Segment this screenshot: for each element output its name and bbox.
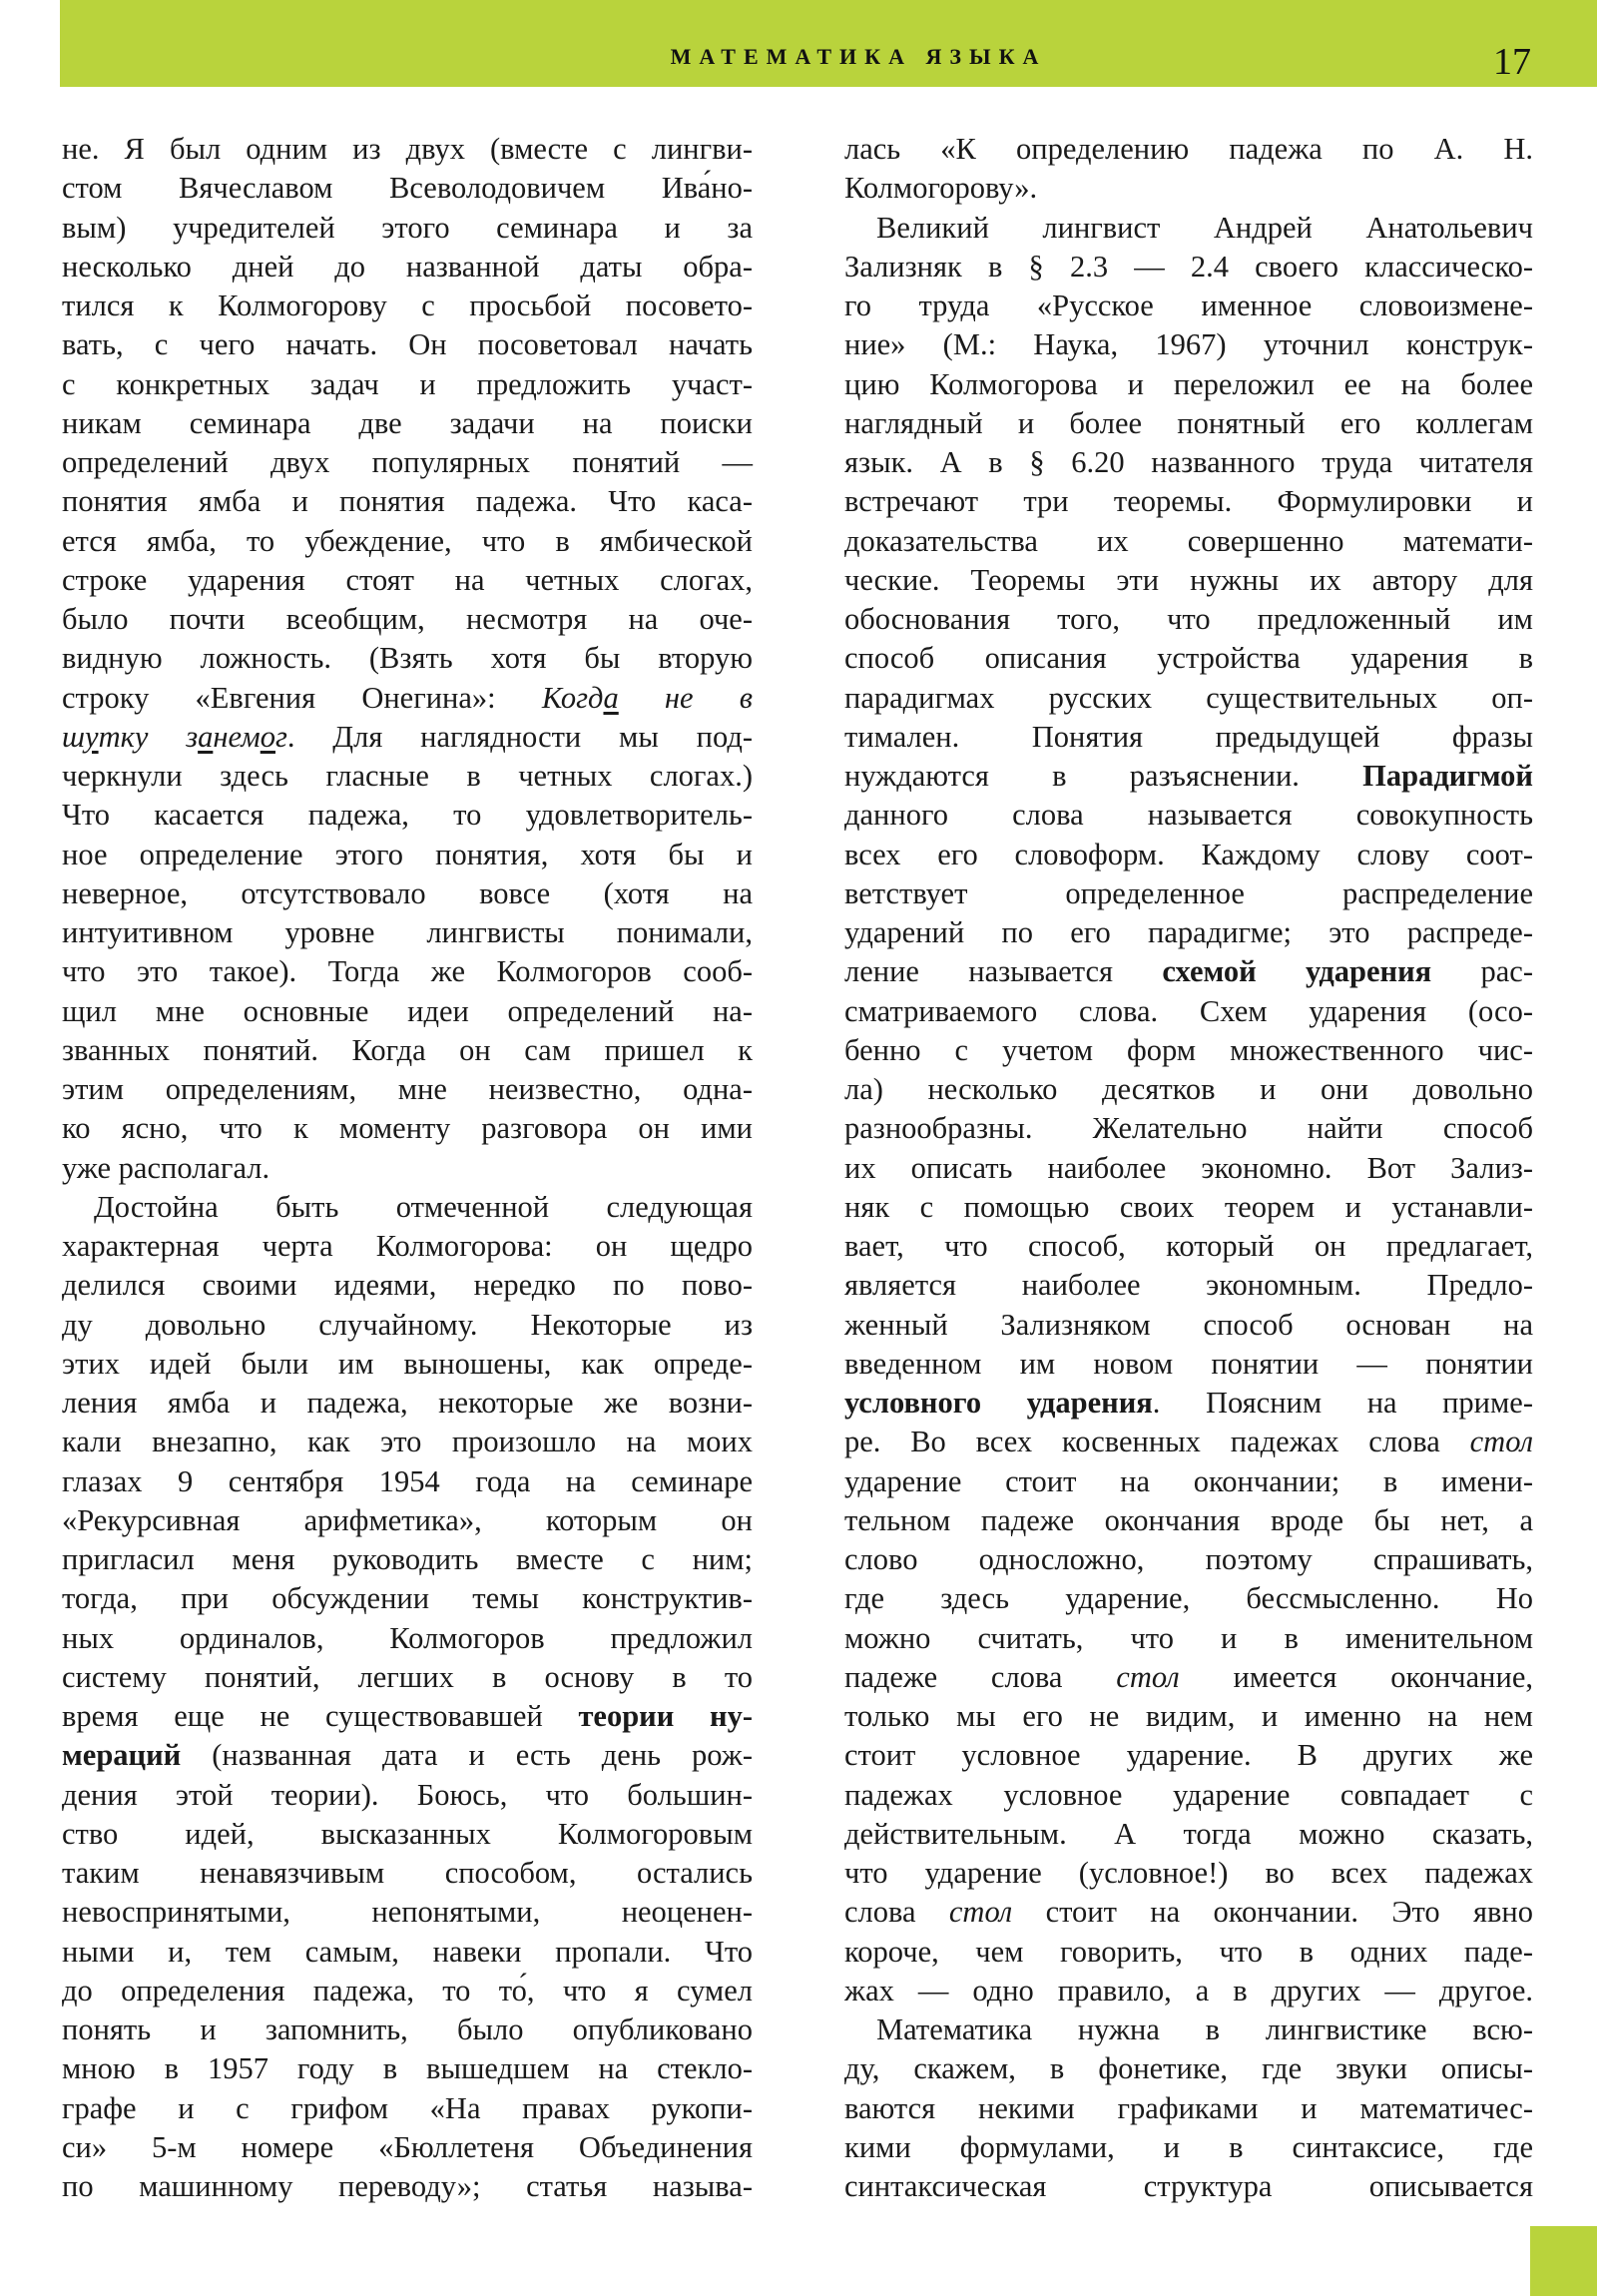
- text-line: слово односложно, поэтому спрашивать,: [844, 1542, 1533, 1576]
- text-line: кали внезапно, как это произошло на моих: [62, 1425, 753, 1459]
- text-line: кими формулами, и в синтаксисе, где: [844, 2129, 1533, 2164]
- text-line: ных ординалов, Колмогоров предложил: [62, 1620, 753, 1655]
- text-line: до определения падежа, то то́, что я сумел: [62, 1973, 753, 2008]
- text-line: тельном падеже окончания вроде бы нет, а: [844, 1502, 1533, 1537]
- text-line: вает, что способ, который он предлагает,: [844, 1229, 1533, 1263]
- text-line: слова стол стоит на окончании. Это явно: [844, 1895, 1533, 1930]
- text-line: Достойна быть отмеченной следующая: [94, 1189, 753, 1224]
- text-line: доказательства их совершенно математи-: [844, 523, 1533, 558]
- text-line: мераций (названная дата и есть день рож-: [62, 1738, 753, 1773]
- text-line: парадигмах русских существительных оп-: [844, 680, 1533, 715]
- text-line: стом Вячеславом Всеволодовичем Ива́но-: [62, 171, 753, 206]
- text-line: сматриваемого слова. Схем ударения (осо-: [844, 993, 1533, 1028]
- text-line: ство идей, высказанных Колмогоровым: [62, 1816, 753, 1851]
- text-line: всех его словоформ. Каждому слову соот-: [844, 837, 1533, 871]
- text-line: женный Зализняком способ основан на: [844, 1307, 1533, 1342]
- text-line: званных понятий. Когда он сам пришел к: [62, 1032, 753, 1067]
- text-line: ние» (М.: Наука, 1967) уточнил конструк-: [844, 327, 1533, 362]
- text-line: ется ямба, то убеждение, что в ямбической: [62, 523, 753, 558]
- text-line: определений двух популярных понятий —: [62, 445, 753, 479]
- text-line: с конкретных задач и предложить участ-: [62, 366, 753, 401]
- text-line: «Рекурсивная арифметика», которым он: [62, 1502, 753, 1537]
- text-line: этим определениям, мне неизвестно, одна-: [62, 1072, 753, 1106]
- text-line: Математика нужна в лингвистике всю-: [876, 2012, 1533, 2046]
- text-line: уже располагал.: [62, 1150, 270, 1185]
- page-number: 17: [1493, 41, 1531, 83]
- text-line: введенном им новом понятии — понятии: [844, 1346, 1533, 1381]
- text-line: их описать наиболее экономно. Вот Зализ-: [844, 1150, 1533, 1185]
- text-line: ко ясно, что к моменту разговора он ими: [62, 1111, 753, 1146]
- text-line: стоит условное ударение. В других же: [844, 1738, 1533, 1773]
- text-line: нуждаются в разъяснении. Парадигмой: [844, 759, 1533, 793]
- text-line: си» 5-м номере «Бюллетеня Объединения: [62, 2129, 753, 2164]
- text-line: пригласил меня руководить вместе с ним;: [62, 1542, 753, 1576]
- text-line: короче, чем говорить, что в одних паде-: [844, 1934, 1533, 1969]
- text-line: условного ударения. Поясним на приме-: [844, 1386, 1533, 1420]
- text-line: язык. А в § 6.20 названного труда читателя: [844, 445, 1533, 479]
- running-header-bar: [60, 0, 1597, 87]
- text-line: тогда, при обсуждении темы конструктив-: [62, 1581, 753, 1616]
- text-line: несколько дней до названной даты обра-: [62, 249, 753, 284]
- text-line: ударение стоит на окончании; в имени-: [844, 1463, 1533, 1498]
- text-line: ла) несколько десятков и они довольно: [844, 1072, 1533, 1106]
- text-line: не. Я был одним из двух (вместе с лингви-: [62, 132, 753, 166]
- text-line: жах — одно правило, а в других — другое.: [844, 1973, 1533, 2008]
- text-line: систему понятий, легших в основу в то: [62, 1659, 753, 1694]
- text-line: Что касается падежа, то удовлетворитель-: [62, 798, 753, 833]
- text-line: понятия ямба и понятия падежа. Что каса-: [62, 484, 753, 519]
- text-line: тимален. Понятия предыдущей фразы: [844, 719, 1533, 754]
- text-line: ветствует определенное распределение: [844, 875, 1533, 910]
- text-line: щил мне основные идеи определений на-: [62, 993, 753, 1028]
- text-line: тился к Колмогорову с просьбой посовето-: [62, 288, 753, 322]
- text-line: ление называется схемой ударения рас-: [844, 954, 1533, 989]
- text-line: строке ударения стоят на четных слогах,: [62, 562, 753, 597]
- text-line: по машинному переводу»; статья называ-: [62, 2169, 753, 2203]
- text-line: понять и запомнить, было опубликовано: [62, 2012, 753, 2046]
- text-line: Зализняк в § 2.3 — 2.4 своего классическо-: [844, 249, 1533, 284]
- text-line: данного слова называется совокупность: [844, 798, 1533, 833]
- text-line: цию Колмогорова и переложил ее на более: [844, 366, 1533, 401]
- text-line: неверное, отсутствовало вовсе (хотя на: [62, 875, 753, 910]
- text-line: ваются некими графиками и математичес-: [844, 2090, 1533, 2125]
- text-line: ческие. Теоремы эти нужны их автору для: [844, 562, 1533, 597]
- text-line: го труда «Русское именное словоизмене-: [844, 288, 1533, 322]
- text-line: лась «К определению падежа по А. Н.: [844, 132, 1533, 166]
- text-line: дения этой теории). Боюсь, что большин-: [62, 1777, 753, 1812]
- text-line: наглядный и более понятный его коллегам: [844, 405, 1533, 440]
- text-line: падеже слова стол имеется окончание,: [844, 1659, 1533, 1694]
- text-line: действительным. А тогда можно сказать,: [844, 1816, 1533, 1851]
- text-line: что это такое). Тогда же Колмогоров сооб-: [62, 954, 753, 989]
- text-line: разнообразны. Желательно найти способ: [844, 1111, 1533, 1146]
- text-column-right: [844, 130, 1533, 2206]
- text-line: способ описания устройства ударения в: [844, 641, 1533, 676]
- text-line: ления ямба и падежа, некоторые же возни-: [62, 1386, 753, 1420]
- text-line: вым) учредителей этого семинара и за: [62, 210, 753, 245]
- text-line: характерная черта Колмогорова: он щедро: [62, 1229, 753, 1263]
- text-line: время еще не существовавшей теории ну-: [62, 1699, 753, 1733]
- text-line: ными и, тем самым, навеки пропали. Что: [62, 1934, 753, 1969]
- text-line: няк с помощью своих теорем и устанавли-: [844, 1189, 1533, 1224]
- text-line: видную ложность. (Взять хотя бы вторую: [62, 641, 753, 676]
- text-line: интуитивном уровне лингвисты понимали,: [62, 915, 753, 949]
- text-line: ударений по его парадигме; это распреде-: [844, 915, 1533, 949]
- text-line: падежах условное ударение совпадает с: [844, 1777, 1533, 1812]
- text-line: графе и с грифом «На правах рукопи-: [62, 2090, 753, 2125]
- text-line: невоспринятыми, непонятыми, неоценен-: [62, 1895, 753, 1930]
- text-line: Великий лингвист Андрей Анатольевич: [876, 210, 1533, 245]
- text-column-left: [62, 130, 753, 2206]
- text-line: строку «Евгения Онегина»: Когда не в: [62, 680, 753, 715]
- text-line: только мы его не видим, и именно на нем: [844, 1699, 1533, 1733]
- text-line: черкнули здесь гласные в четных слогах.): [62, 759, 753, 793]
- text-line: что ударение (условное!) во всех падежах: [844, 1856, 1533, 1890]
- text-line: делился своими идеями, нередко по пово-: [62, 1268, 753, 1303]
- text-line: этих идей были им выношены, как опреде-: [62, 1346, 753, 1381]
- text-line: глазах 9 сентября 1954 года на семинаре: [62, 1463, 753, 1498]
- text-line: таким ненавязчивым способом, остались: [62, 1856, 753, 1890]
- text-line: было почти всеобщим, несмотря на оче-: [62, 602, 753, 636]
- decorative-corner-block: [1530, 2226, 1597, 2296]
- text-line: мною в 1957 году в вышедшем на стекло-: [62, 2051, 753, 2086]
- text-line: является наиболее экономным. Предло-: [844, 1268, 1533, 1303]
- text-line: шутку занемог. Для наглядности мы под-: [62, 719, 754, 754]
- text-line: можно считать, что и в именительном: [844, 1620, 1533, 1655]
- text-line: ду довольно случайному. Некоторые из: [62, 1307, 753, 1342]
- text-line: встречают три теоремы. Формулировки и: [844, 484, 1533, 519]
- text-line: где здесь ударение, бессмысленно. Но: [844, 1581, 1533, 1616]
- text-line: ное определение этого понятия, хотя бы и: [62, 837, 753, 871]
- text-line: никам семинара две задачи на поиски: [62, 405, 753, 440]
- text-line: Колмогорову».: [844, 171, 1038, 206]
- text-line: бенно с учетом форм множественного чис-: [844, 1032, 1533, 1067]
- text-line: ре. Во всех косвенных падежах слова стол: [844, 1425, 1533, 1459]
- text-line: обоснования того, что предложенный им: [844, 602, 1533, 636]
- text-line: вать, с чего начать. Он посоветовал начать: [62, 327, 753, 362]
- text-line: синтаксическая структура описывается: [844, 2169, 1533, 2203]
- running-header-title: МАТЕМАТИКА ЯЗЫКА: [670, 44, 1047, 69]
- text-line: ду, скажем, в фонетике, где звуки описы-: [844, 2051, 1533, 2086]
